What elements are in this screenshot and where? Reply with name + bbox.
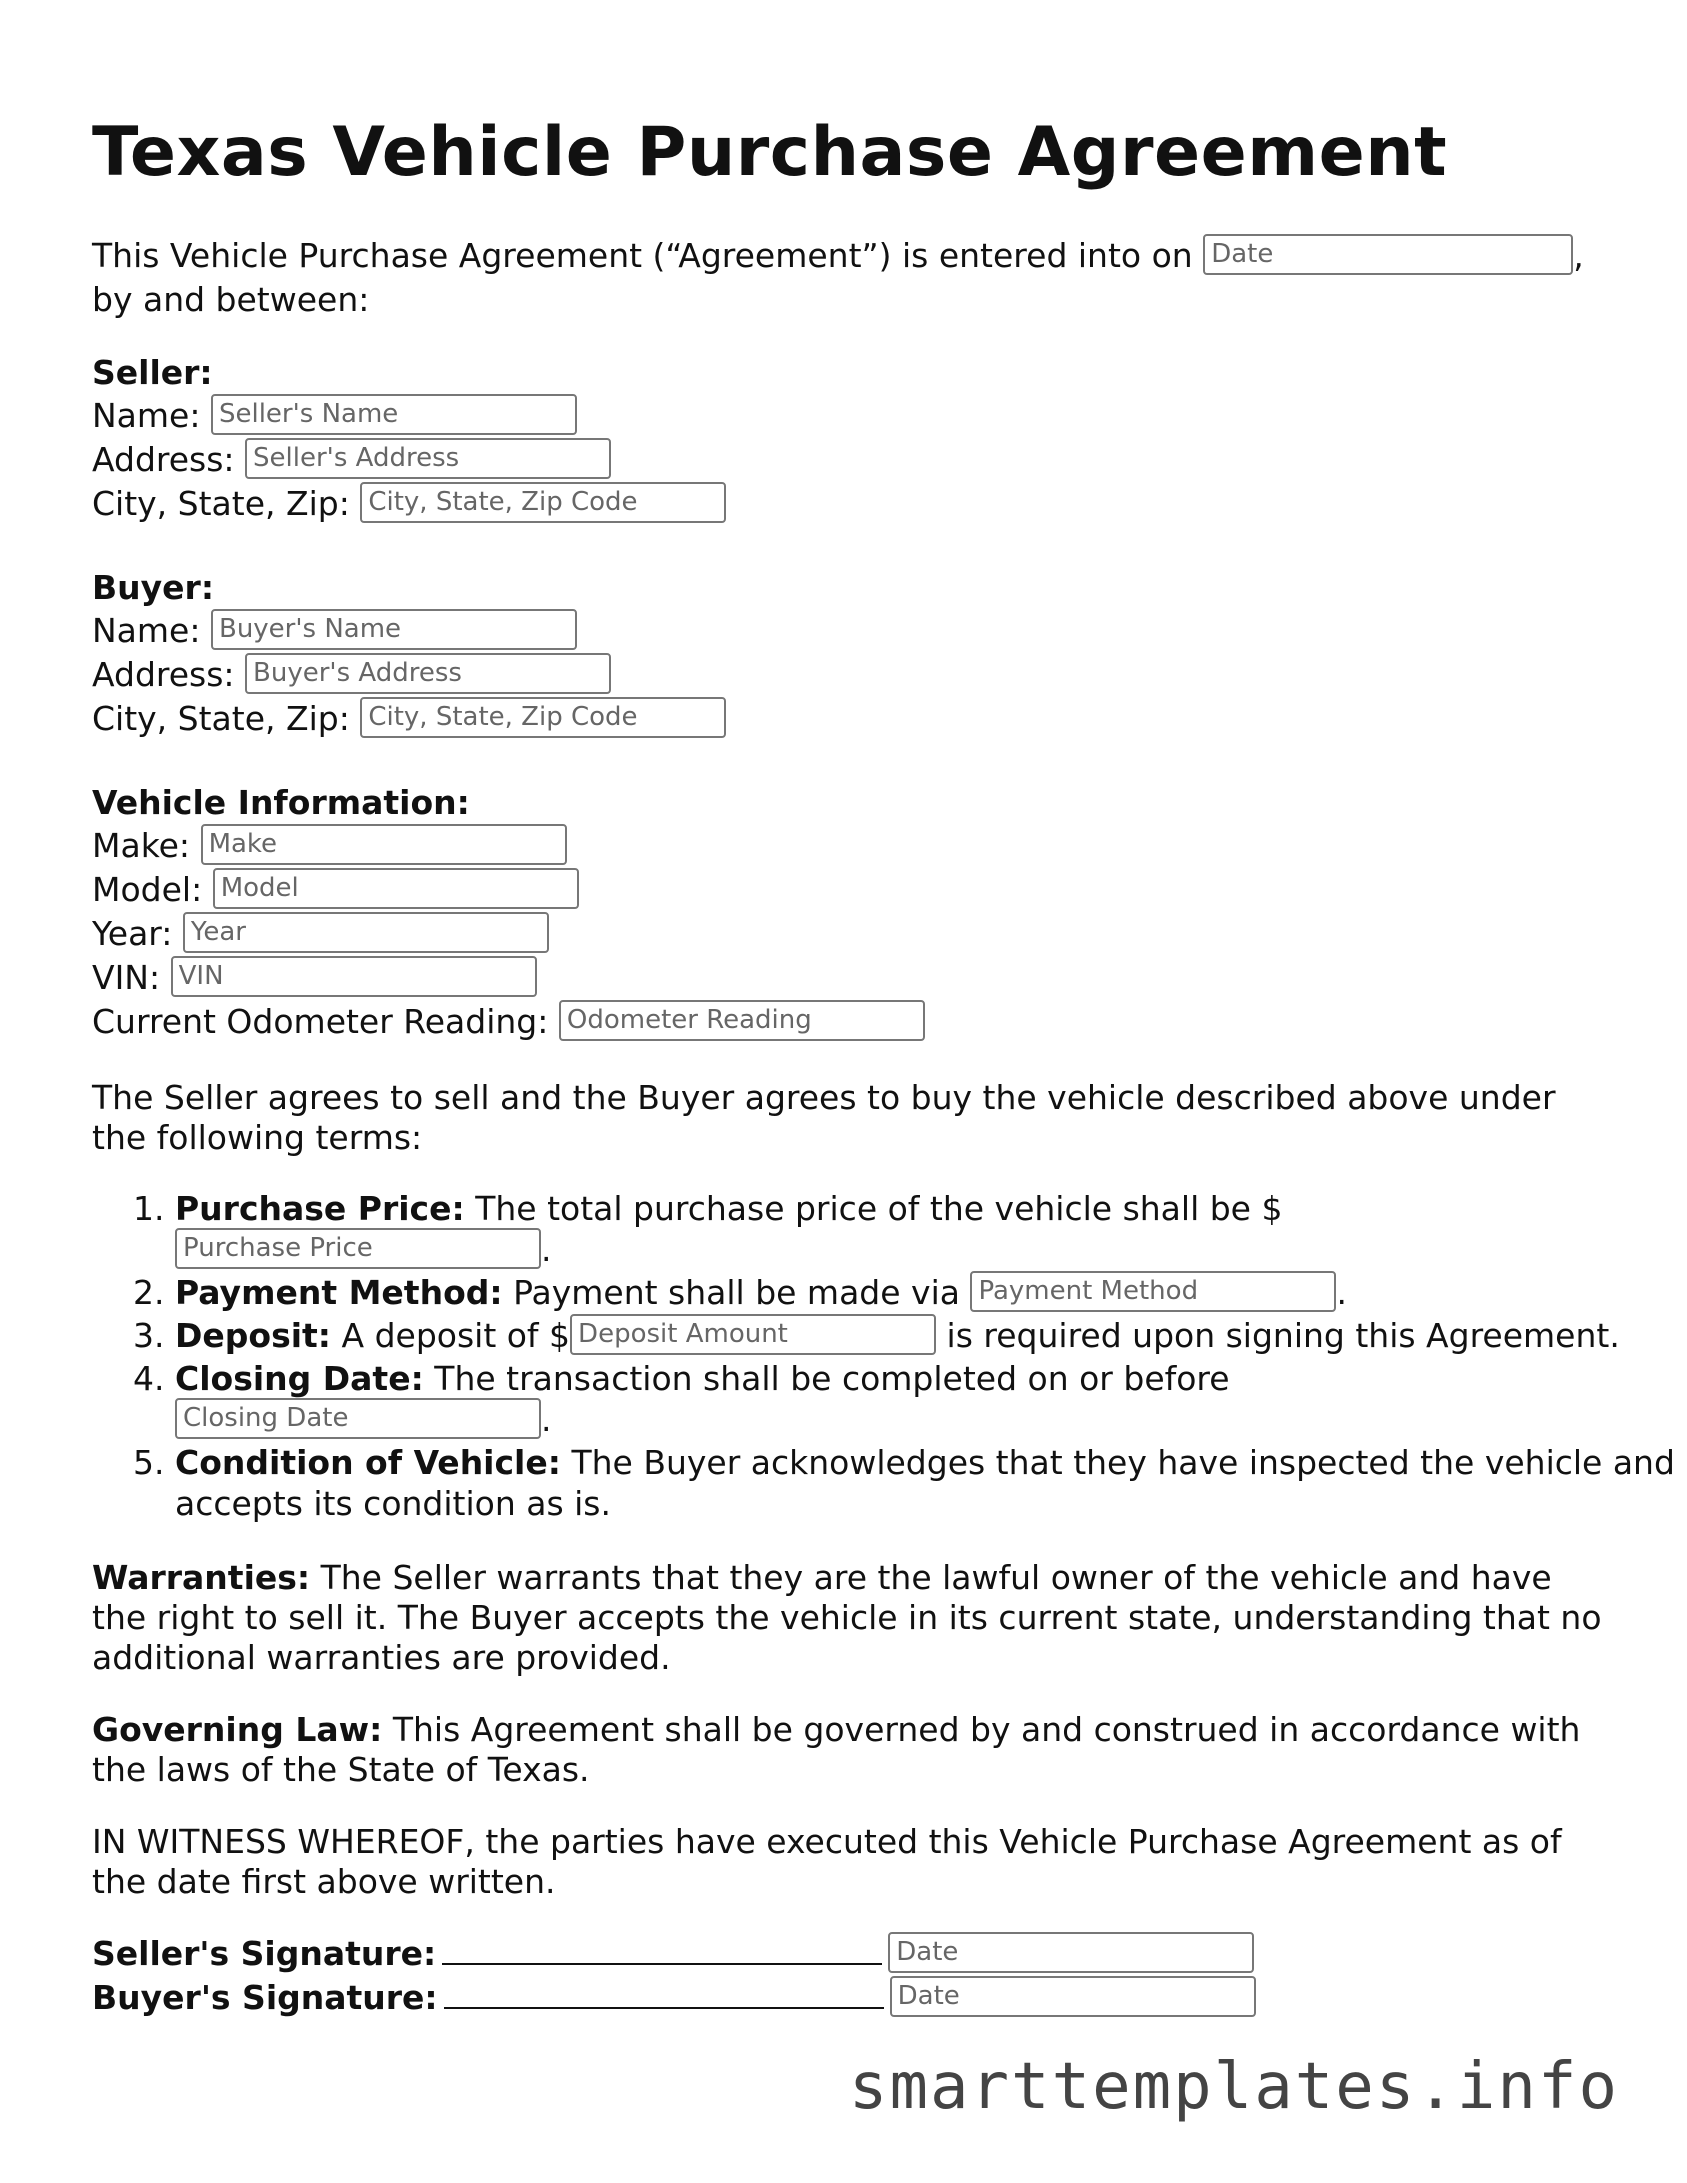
intro-paragraph: This Vehicle Purchase Agreement (“Agreement”) is entered into on Date , by and between: <box>92 234 1595 321</box>
buyer-address-label: Address: <box>92 654 235 694</box>
vehicle-section <box>92 781 1595 1044</box>
vin-label: VIN: <box>92 957 161 997</box>
purchase-price-field[interactable]: Purchase Price <box>175 1228 541 1269</box>
closing-date-field[interactable]: Closing Date <box>175 1398 541 1439</box>
payment-method-field[interactable]: Payment Method <box>970 1271 1336 1312</box>
intro-text: This Vehicle Purchase Agreement (“Agreement”) is entered into on <box>92 235 1193 275</box>
vin-field[interactable]: VIN <box>171 956 537 997</box>
seller-signature-line[interactable] <box>442 1935 882 1965</box>
witness-paragraph: IN WITNESS WHEREOF, the parties have executed this Vehicle Purchase Agreement as of the date first above written. <box>92 1821 1562 1901</box>
signature-block <box>92 1932 1595 2020</box>
term-purchase-price: 1. Purchase Price: The total purchase price of the vehicle shall be $ Purchase Price . <box>175 1188 1675 1272</box>
buyer-signature-date-field[interactable]: Date <box>890 1976 1256 2017</box>
terms-intro: The Seller agrees to sell and the Buyer agrees to buy the vehicle described above under the following terms: <box>92 1077 1556 1157</box>
make-field[interactable]: Make <box>201 824 567 865</box>
seller-city-label: City, State, Zip: <box>92 483 350 523</box>
seller-signature-label: Seller's Signature: <box>92 1933 437 1973</box>
intro-line2: by and between: <box>92 279 370 319</box>
seller-city-field[interactable]: City, State, Zip Code <box>360 482 726 523</box>
term-payment-method: 2. Payment Method: Payment shall be made via Payment Method . <box>175 1272 1675 1315</box>
year-label: Year: <box>92 913 173 953</box>
term-condition: 5. Condition of Vehicle: The Buyer acknowledges that they have inspected the vehicle and accepts its condition as is. <box>175 1442 1675 1524</box>
year-field[interactable]: Year <box>183 912 549 953</box>
terms-list <box>92 1188 1675 1524</box>
vehicle-heading: Vehicle Information: <box>92 782 470 822</box>
seller-name-label: Name: <box>92 395 201 435</box>
term-closing-date: 4. Closing Date: The transaction shall be completed on or before Closing Date . <box>175 1358 1675 1442</box>
buyer-city-label: City, State, Zip: <box>92 698 350 738</box>
buyer-name-field[interactable]: Buyer's Name <box>211 609 577 650</box>
term-deposit: 3. Deposit: A deposit of $ Deposit Amount is required upon signing this Agreement. <box>175 1315 1675 1358</box>
seller-address-field[interactable]: Seller's Address <box>245 438 611 479</box>
seller-address-label: Address: <box>92 439 235 479</box>
buyer-name-label: Name: <box>92 610 201 650</box>
buyer-heading: Buyer: <box>92 567 215 607</box>
agreement-date-field[interactable]: Date <box>1203 234 1573 275</box>
buyer-signature-label: Buyer's Signature: <box>92 1977 438 2017</box>
page-title: Texas Vehicle Purchase Agreement <box>92 113 1448 192</box>
buyer-address-field[interactable]: Buyer's Address <box>245 653 611 694</box>
seller-name-field[interactable]: Seller's Name <box>211 394 577 435</box>
watermark: smarttemplates.info <box>848 2050 1619 2124</box>
seller-heading: Seller: <box>92 352 213 392</box>
odometer-label: Current Odometer Reading: <box>92 1001 549 1041</box>
odometer-field[interactable]: Odometer Reading <box>559 1000 925 1041</box>
governing-law-paragraph: Governing Law: This Agreement shall be governed by and construed in accordance with the laws of the State of Texas. <box>92 1709 1581 1789</box>
model-label: Model: <box>92 869 203 909</box>
seller-signature-date-field[interactable]: Date <box>888 1932 1254 1973</box>
deposit-amount-field[interactable]: Deposit Amount <box>570 1314 936 1355</box>
seller-section <box>92 351 1595 526</box>
buyer-signature-line[interactable] <box>444 1979 884 2009</box>
warranties-paragraph: Warranties: The Seller warrants that they are the lawful owner of the vehicle and have the right to sell it. The Buyer accepts the vehicle in its current state, understanding that no additional warranties are provided. <box>92 1557 1602 1677</box>
model-field[interactable]: Model <box>213 868 579 909</box>
buyer-section <box>92 566 1595 741</box>
make-label: Make: <box>92 825 191 865</box>
buyer-city-field[interactable]: City, State, Zip Code <box>360 697 726 738</box>
